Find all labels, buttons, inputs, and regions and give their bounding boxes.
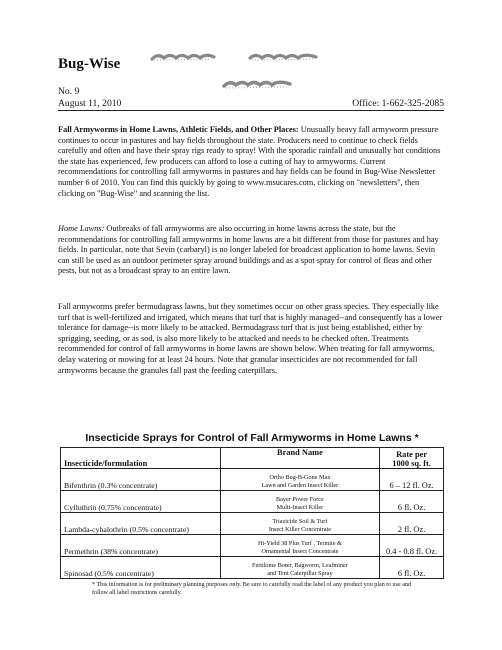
table-header-row: [61, 448, 444, 469]
intro-body: Unusually heavy fall armyworm pressure continues to occur in pastures and hay fields throughout the state. Producers need to continue to check fields carefully and often and have their spray rigs ready to spray! With the sporadic rainfall and unusually hot conditions the state has experienced, few producers can afford to lose a cutting of hay to armyworms. Current recommendations for controlling fall armyworms in pastures and hay fields can be found in Bug-Wise Newsletter number 6 of 2010. You can find this quickly by going to www.msucares.com, clicking on "newsletters", then clicking on "Bug-Wise" and scanning the list.: [58, 125, 441, 198]
header-brand: Brand Name: [220, 448, 379, 469]
caterpillar-icon: [150, 52, 216, 62]
home-lawns-paragraph: [58, 224, 446, 277]
issue-date: August 11, 2010: [58, 98, 122, 109]
rate-cell: 0.4 - 0.8 fl. Oz.: [380, 535, 444, 557]
brand-cell: [220, 535, 379, 557]
intro-heading: Fall Armyworms in Home Lawns, Athletic Fields, and Other Places:: [58, 125, 299, 134]
header-rate: [380, 448, 444, 469]
intro-paragraph: [58, 125, 446, 199]
office-phone: Office: 1-662-325-2085: [352, 98, 444, 109]
bermudagrass-paragraph: Fall armyworms prefer bermudagrass lawns, but they sometimes occur on other grass species. They especially like turf that is well-fertilized and irrigated, which means that turf that is highly managed--and consequently has a lower tolerance for damage--is more likely to be attacked. Bermudagrass turf that is just being established, either by sprigging, seeding, or as sod, is also more likely to be attacked and needs to be checked often. Treatments recommended for control of fall armyworms in home lawns are shown below. When treating for fall armyworms, delay watering or mowing for at least 24 hours. Note that granular insecticides are not recommended for fall armyworms because the granules fall past the feeding caterpillars.: [58, 302, 443, 375]
rate-cell: 6 fl. Oz.: [380, 491, 444, 513]
brand-cell: [220, 491, 379, 513]
table-row: [61, 513, 444, 535]
brand-line: and Tent Caterpillar Spray: [267, 570, 333, 577]
rate-cell: 2 fl. Oz.: [380, 513, 444, 535]
newsletter-title: Bug-Wise: [58, 56, 121, 72]
table-row: [61, 535, 444, 557]
caterpillar-icon: [248, 52, 318, 62]
ingredient-cell: Spinosad (0.5% concentrate): [61, 557, 221, 579]
insecticide-table: [60, 447, 444, 579]
rate-cell: 6 – 12 fl. Oz.: [380, 469, 444, 491]
brand-cell: [220, 557, 379, 579]
header-rate-line1: Rate per: [396, 450, 428, 459]
table-row: [61, 469, 444, 491]
header-ingredient: Insecticide/formulation: [61, 448, 221, 469]
brand-line: Insect Killer Concentrate: [268, 526, 332, 533]
brand-cell: [220, 469, 379, 491]
caterpillar-icon: [222, 79, 292, 90]
rate-cell: 6 fl. Oz.: [380, 557, 444, 579]
brand-line: Triazicide Soil & Turf: [272, 518, 328, 525]
ingredient-cell: Permethrin (38% concentrate): [61, 535, 221, 557]
ingredient-cell: Bifenthrin (0.3% concentrate): [61, 469, 221, 491]
brand-line: Hi-Yield 38 Plus Turf , Termite &: [257, 540, 342, 547]
table-title-text: Insecticide Sprays for Control of Fall Armyworms in Home Lawns: [85, 432, 412, 444]
brand-line: Ortho Bug-B-Gone Max: [269, 474, 331, 481]
ingredient-cell: Cyfluthrin (0.75% concentrate): [61, 491, 221, 513]
table-row: [61, 557, 444, 579]
issue-number: No. 9: [58, 86, 80, 97]
home-lawns-body: Outbreaks of fall armyworms are also occurring in home lawns across the state, but the recommendations for controlling fall armyworms in home lawns are a bit different from those for pastures and hay fields. In particular, note that Sevin (carbaryl) is no longer labeled for broadcast application to home lawns. Sevin can still be used as an outdoor perimeter spray around buildings and as a spot spray for control of fleas and other pests, but not as a broadcast spray to an entire lawn.: [58, 224, 439, 276]
table-footnote: * This information is for preliminary planning purposes only. Be sure to carefully read the label of any product you plan to use and follow all label restrictions carefully.: [92, 582, 411, 596]
brand-line: Bayer Power Force: [276, 496, 324, 503]
brand-line: Fertilome Borer, Bagworm, Leafminer: [252, 562, 348, 569]
brand-line: Multi-Insect Killer: [276, 504, 324, 511]
ingredient-cell: Lambda-cyhalothrin (0.5% concentrate): [61, 513, 221, 535]
table-row: [61, 491, 444, 513]
brand-line: Lawn and Garden Insect Killer: [261, 482, 339, 489]
brand-line: Ornamental Insect Concentrate: [261, 548, 339, 555]
table-title-asterisk: *: [414, 432, 419, 444]
table-title: [60, 432, 444, 444]
brand-cell: [220, 513, 379, 535]
header-divider: [58, 110, 444, 111]
home-lawns-label: Home Lawns:: [58, 224, 105, 233]
header-rate-line2: 1000 sq. ft.: [392, 459, 431, 468]
